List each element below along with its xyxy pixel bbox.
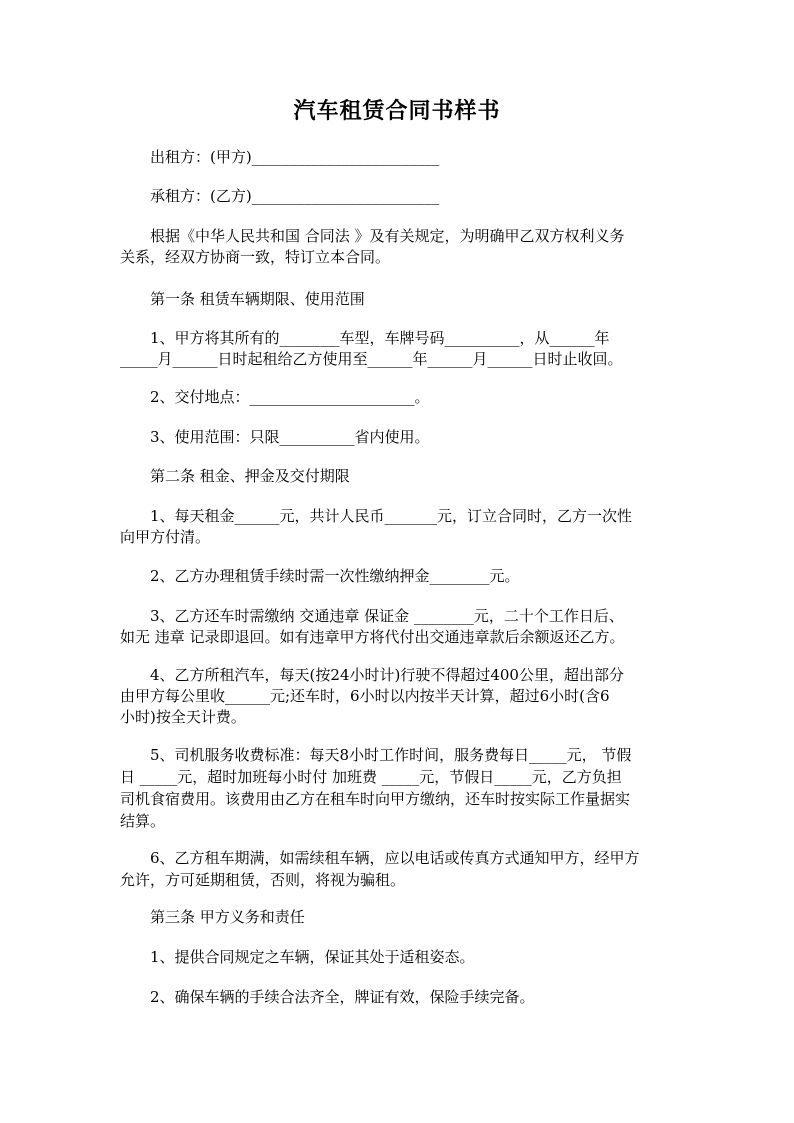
article-2-clause-5-line-1: 5、司机服务收费标准：每天8小时工作时间，服务费每日_____元， 节假 — [150, 746, 632, 764]
article-3-heading: 第三条 甲方义务和责任 — [150, 908, 305, 926]
article-3-clause-1: 1、提供合同规定之车辆，保证其处于适租姿态。 — [150, 948, 475, 966]
article-2-clause-5-line-3: 司机食宿费用。该费用由乙方在租车时向甲方缴纳，还车时按实际工作量据实 — [120, 790, 631, 808]
article-1-clause-2: 2、交付地点：______________________。 — [150, 388, 430, 406]
lessee-line: 承租方：(乙方)_________________________ — [150, 187, 440, 205]
article-1-heading: 第一条 租赁车辆期限、使用范围 — [150, 290, 365, 308]
article-2-clause-5-line-4: 结算。 — [120, 812, 166, 830]
article-2-clause-2: 2、乙方办理租赁手续时需一次性缴纳押金________元。 — [150, 567, 520, 585]
article-2-clause-6-line-2: 允许，方可延期租赁，否则，将视为骗租。 — [120, 871, 406, 889]
article-3-clause-2: 2、确保车辆的手续合法齐全，牌证有效，保险手续完备。 — [150, 988, 535, 1006]
article-2-clause-3-line-1: 3、乙方还车时需缴纳 交通违章 保证金 ________元，二十个工作日后、 — [150, 607, 624, 625]
article-2-clause-1-line-1: 1、每天租金______元，共计人民币_______元，订立合同时，乙方一次性 — [150, 507, 633, 525]
article-2-clause-5-line-2: 日 _____元，超时加班每小时付 加班费 _____元，节假日_____元，乙方负担 — [120, 768, 622, 786]
preamble-line-2: 关系，经双方协商一致，特订立本合同。 — [120, 248, 391, 266]
article-2-clause-4-line-1: 4、乙方所租汽车，每天(按24小时计)行驶不得超过400公里，超出部分 — [150, 666, 624, 684]
article-1-clause-3: 3、使用范围：只限__________省内使用。 — [150, 428, 430, 446]
article-2-clause-6-line-1: 6、乙方租车期满，如需续租车辆，应以电话或传真方式通知甲方，经甲方 — [150, 849, 640, 867]
preamble-line-1: 根据《中华人民共和国 合同法 》及有关规定，为明确甲乙双方权利义务 — [150, 227, 625, 245]
article-2-heading: 第二条 租金、押金及交付期限 — [150, 467, 350, 485]
document-title: 汽车租赁合同书样书 — [293, 98, 501, 124]
article-2-clause-4-line-3: 小时)按全天计费。 — [120, 708, 246, 726]
article-2-clause-4-line-2: 由甲方每公里收______元;还车时，6小时以内按半天计算，超过6小时(含6 — [120, 687, 610, 705]
lessor-line: 出租方：(甲方)_________________________ — [150, 148, 440, 166]
article-1-clause-1-line-2: _____月______日时起租给乙方使用至______年______月______日时止收回。 — [120, 350, 623, 368]
article-2-clause-1-line-2: 向甲方付清。 — [120, 528, 211, 546]
article-1-clause-1-line-1: 1、甲方将其所有的________车型，车牌号码__________，从______年 — [150, 329, 610, 347]
article-2-clause-3-line-2: 如无 违章 记录即退回。如有违章甲方将代付出交通违章款后余额返还乙方。 — [120, 628, 625, 646]
